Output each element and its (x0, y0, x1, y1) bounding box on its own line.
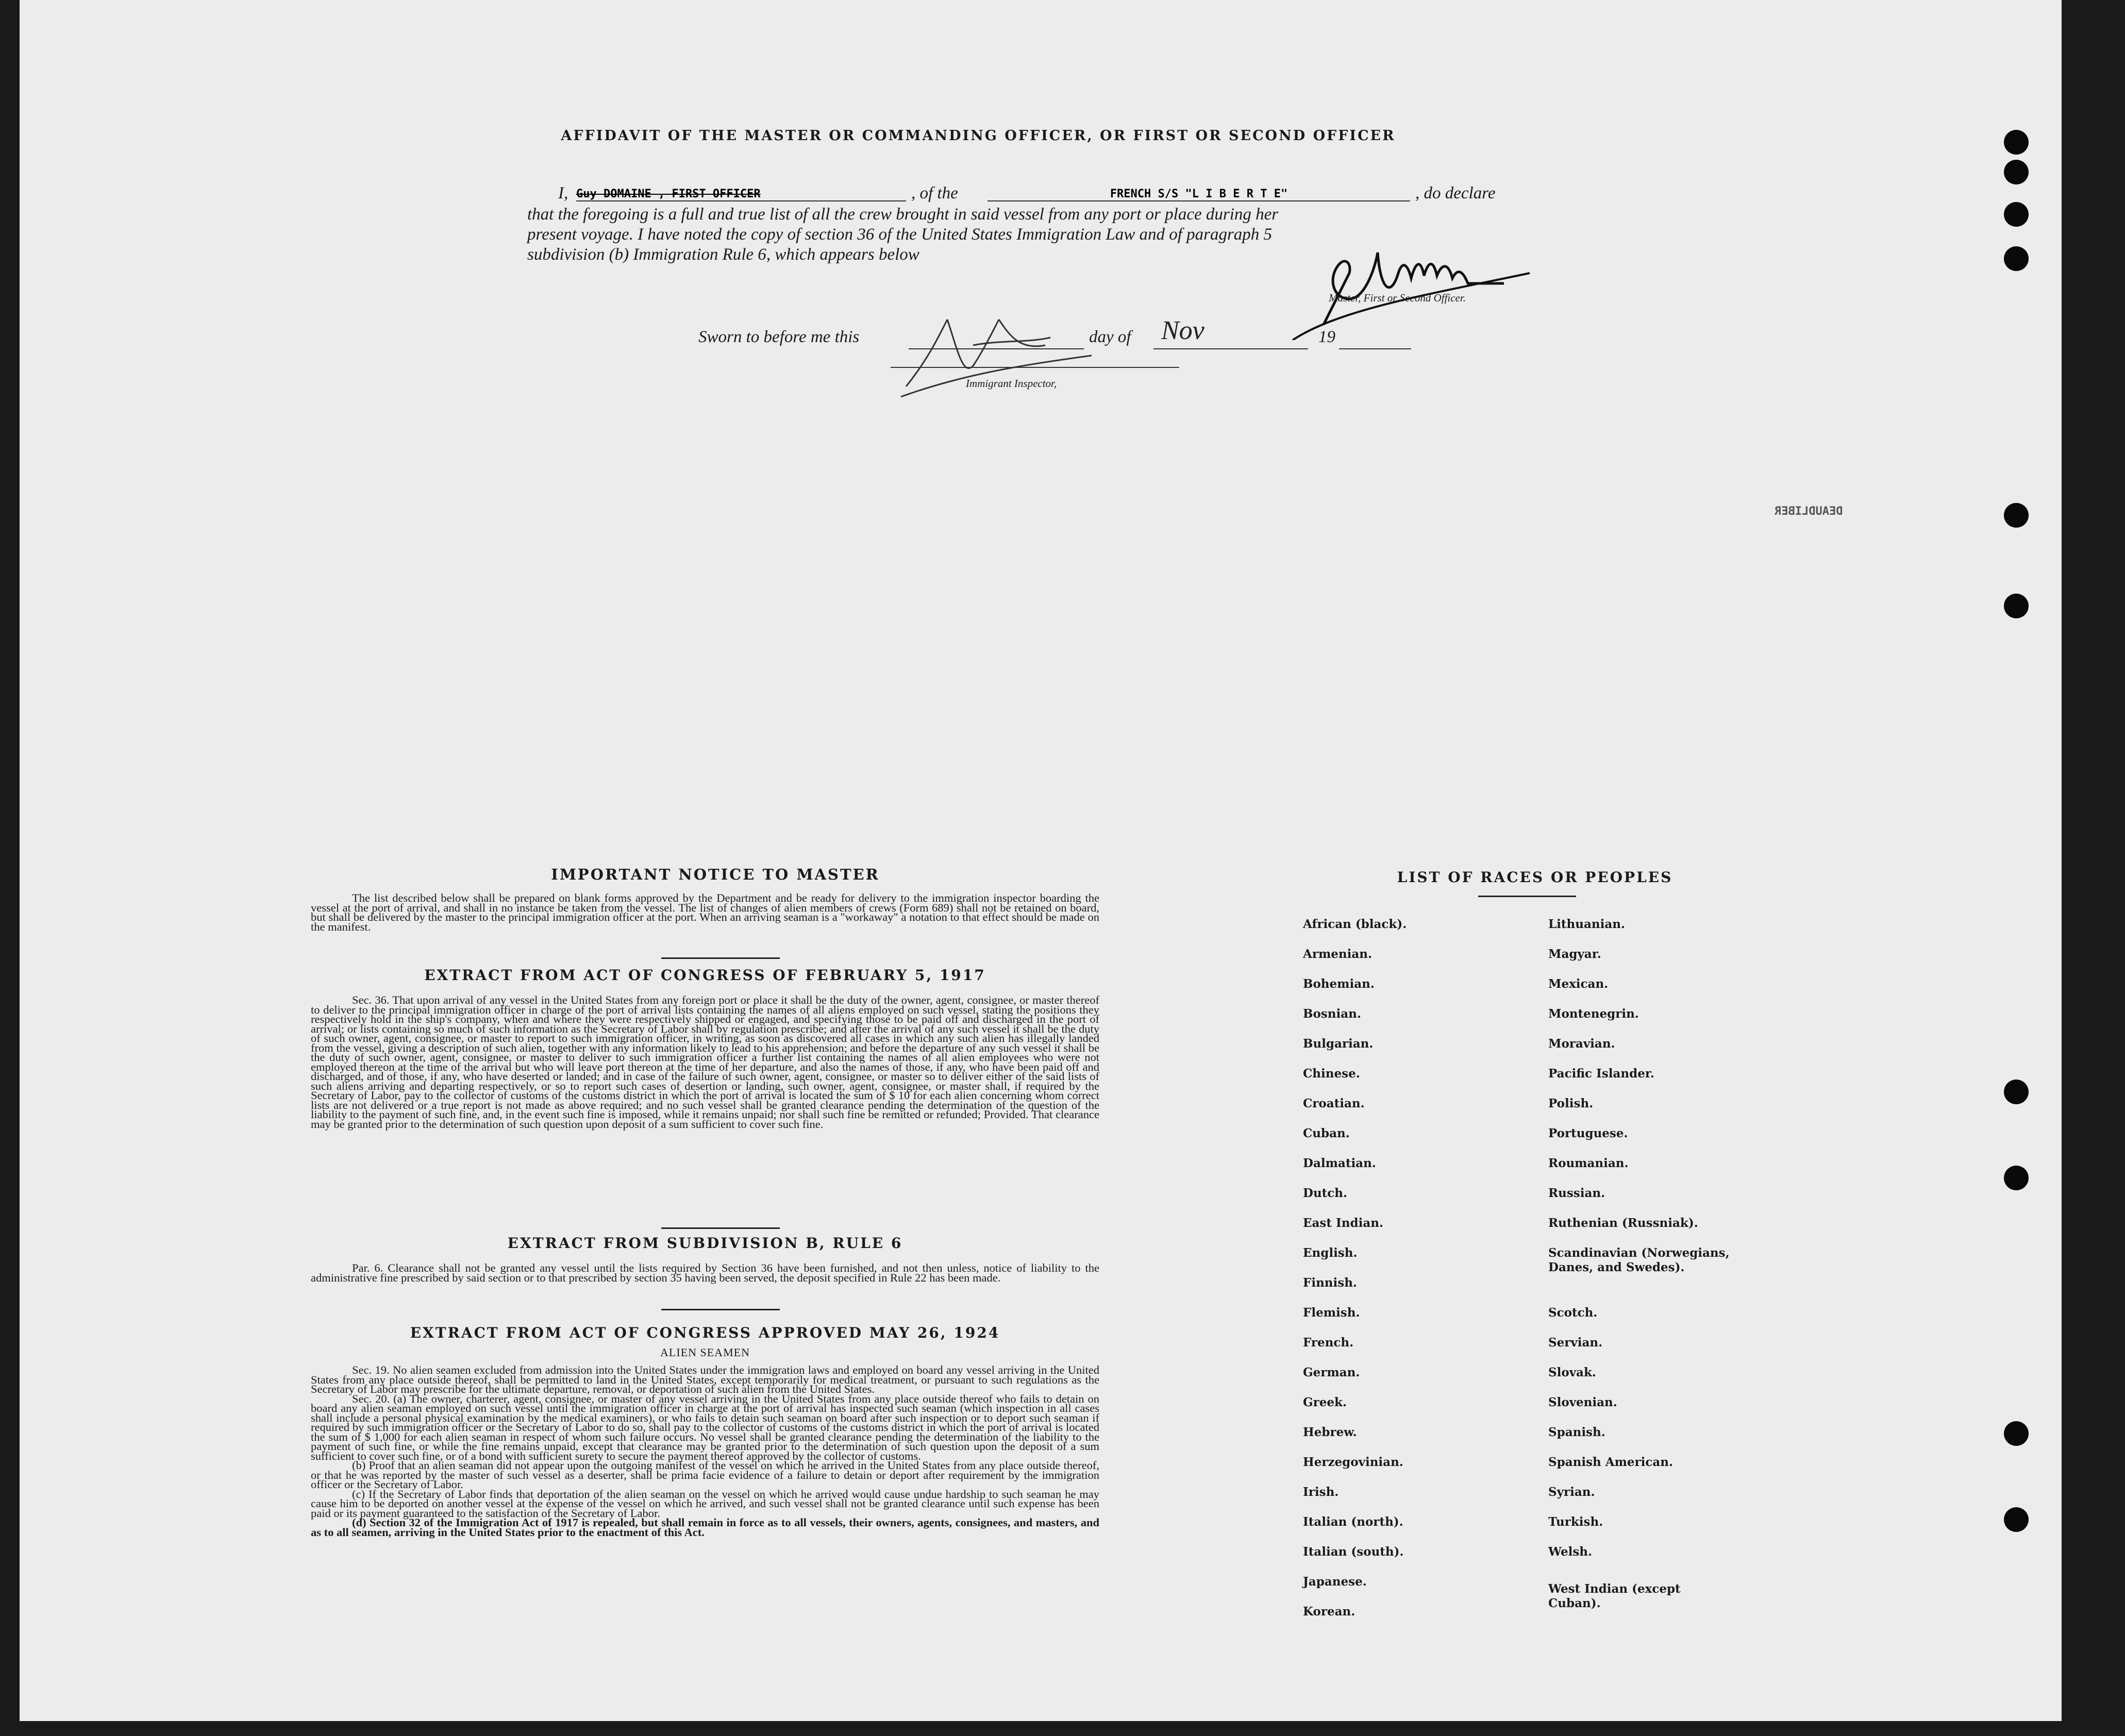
section-20d: (d) Section 32 of the Immigration Act of 1917 is repealed, but shall remain in force as to all vessels, their owners, agents, consignees, and masters, and as to all seamen, arriving in the United States prior to the enactment of this Act. (311, 1516, 1099, 1539)
race-item: Slovenian. (1548, 1395, 1617, 1409)
sworn-text: Sworn to before me this (698, 328, 860, 346)
race-item: Italian (north). (1303, 1515, 1403, 1529)
affidavit-title: AFFIDAVIT OF THE MASTER OR COMMANDING OFFICER, OR FIRST OR SECOND OFFICER (561, 128, 1396, 144)
race-item: Flemish. (1303, 1306, 1360, 1320)
race-item: Mexican. (1548, 977, 1609, 991)
of-the-text: , of the (911, 184, 958, 203)
punch-hole (2004, 160, 2029, 184)
year-line (1339, 348, 1411, 349)
race-item: Herzegovinian. (1303, 1455, 1403, 1469)
sworn-month-line (1153, 348, 1308, 349)
race-item: Lithuanian. (1548, 917, 1625, 931)
race-item: Spanish American. (1548, 1455, 1674, 1469)
races-title: LIST OF RACES OR PEOPLES (1397, 869, 1673, 886)
race-item: Magyar. (1548, 947, 1601, 961)
divider (1478, 896, 1576, 897)
punch-hole (2004, 594, 2029, 618)
race-item: Spanish. (1548, 1425, 1605, 1439)
punch-hole (2004, 130, 2029, 155)
punch-hole (2004, 202, 2029, 227)
race-item: Bulgarian. (1303, 1037, 1374, 1051)
race-item: Greek. (1303, 1395, 1347, 1409)
race-item: Japanese. (1303, 1575, 1367, 1589)
race-item: Korean. (1303, 1605, 1356, 1619)
extract-1924-title: EXTRACT FROM ACT OF CONGRESS APPROVED MAY 26, 1924 (410, 1324, 1000, 1341)
race-item: Servian. (1548, 1336, 1603, 1350)
race-item: German. (1303, 1366, 1360, 1379)
notice-body: The list described below shall be prepared on blank forms approved by the Department and be ready for delivery to the immigration inspector boarding the vessel at the port of arrival, and shall in no instance be taken from the vessel. The list of changes of alien members of crews (Form 689) shall not be retained on board, but shall be delivered by the master to the principal immigration officer at the port. When an arriving seaman is a "workaway" a notation to that effect should be made on the manifest. (311, 891, 1099, 933)
race-item: Bosnian. (1303, 1007, 1361, 1021)
year-prefix: 19 (1318, 328, 1335, 346)
inspector-caption: Immigrant Inspector, (966, 377, 1057, 390)
extract-1917-body: Sec. 36. That upon arrival of any vessel in the United States from any foreign port or place it shall be the duty of the owner, agent, consignee, or master thereof to deliver to the principal immigration officer in charge of the port of arrival lists containing the names of all aliens employed on such vessel, stating the positions they respectively hold in the ship's company, when and where they were respectively shipped or engaged, and specifying those to be paid off and discharged in the port of arrival; or lists containing so much of such information as the Secretary of Labor shall by regulation prescribe; and after the arrival of any such vessel it shall be the duty of such owner, agent, consignee, or master to report to such immigration officer, in writing, as soon as discovered all cases in which any such alien has illegally landed from the vessel, giving a description of such alien, together with any information likely to lead to his apprehension; and before the departure of any such vessel it shall be the duty of such owner, agent, consignee, or master to deliver to such immigration officer a further list containing the names of all alien employees who were not employed thereon at the time of the arrival but who will leave port thereon at the time of her departure, and also the names of those, if any, who have been paid off and discharged, and of those, if any, who have deserted or landed; and in case of the failure of such owner, agent, consignee, or master so to deliver either of the said lists of such aliens arriving and departing respectively, or so to report such cases of desertion or landing, such owner, agent, consignee, or master shall, if required by the Secretary of Labor, pay to the collector of customs of the customs district in which the port of arrival is located the sum of $ 10 for each alien concerning whom correct lists are not delivered or a true report is not made as above required; and no such vessel shall be granted clearance pending the determination of the question of the liability to the payment of such fine, and, in the event such fine is imposed, while it remains unpaid; nor shall such fine be remitted or refunded; Provided. That clearance may be granted prior to the determination of such question upon deposit of a sum sufficient to cover such fine. (311, 993, 1099, 1131)
margin-stamp: DEAUDLIBER (1775, 505, 1843, 518)
race-item: Cuban. (1303, 1126, 1350, 1140)
declaration-line-2: that the foregoing is a full and true list of all the crew brought in said vessel from any port or place during her (527, 205, 1279, 224)
do-declare-text: , do declare (1415, 184, 1496, 203)
race-item: Ruthenian (Russniak). (1548, 1216, 1698, 1230)
race-item: Welsh. (1548, 1545, 1593, 1559)
day-of-text: day of (1089, 328, 1131, 346)
extract-rule6-title: EXTRACT FROM SUBDIVISION B, RULE 6 (507, 1235, 903, 1252)
officer-name-field: Guy DOMAINE , FIRST OFFICER (576, 188, 906, 201)
race-item: Hebrew. (1303, 1425, 1357, 1439)
section-20b: (b) Proof that an alien seaman did not appear upon the outgoing manifest of the vessel on which he arrived in the United States from any place outside thereof, or that he was reported by the master of such vessel as a deserter, shall be prima facie evidence of a failure to detain or deport after requirement by the immigration officer or the Secretary of Labor. (311, 1459, 1099, 1491)
punch-hole (2004, 246, 2029, 271)
race-item: Moravian. (1548, 1037, 1615, 1051)
race-item: Syrian. (1548, 1485, 1595, 1499)
punch-hole (2004, 503, 2029, 528)
race-item: Dalmatian. (1303, 1156, 1376, 1170)
race-item: Italian (south). (1303, 1545, 1404, 1559)
extract-1917-title: EXTRACT FROM ACT OF CONGRESS OF FEBRUARY 5, 1917 (424, 967, 986, 984)
race-item: Russian. (1548, 1186, 1605, 1200)
section-20a: Sec. 20. (a) The owner, charterer, agent, consignee, or master of any vessel arriving in the United States from any place outside thereof who fails to detain on board any alien seaman employed on such vessel until the immigration officer in charge at the port of arrival has inspected such seaman (which inspection in all cases shall include a personal physical examination by the medical examiners), or who fails to detain such seaman on board after such inspection or to deport such seaman if required by such immigration officer or the Secretary of Labor to do so, shall pay to the collector of customs of the customs district in which the port of arrival is located the sum of $ 1,000 for each alien seaman in respect of whom such failure occurs. No vessel shall be granted clearance pending the determination of the liability to the payment of such fine, or while the fine remains unpaid, except that clearance may be granted prior to the determination of such question upon the deposit of a sum sufficient to cover such fine, or of a bond with sufficient surety to secure the payment thereof approved by the collector of customs. (311, 1392, 1099, 1462)
race-item: East Indian. (1303, 1216, 1383, 1230)
race-item: West Indian (except Cuban). (1548, 1582, 1681, 1610)
race-item: Portuguese. (1548, 1126, 1628, 1140)
race-item: Polish. (1548, 1097, 1594, 1110)
race-item: Turkish. (1548, 1515, 1603, 1529)
punch-hole (2004, 1421, 2029, 1446)
race-item: Pacific Islander. (1548, 1067, 1654, 1081)
document-sheet (20, 0, 2062, 1721)
declaration-line-4: subdivision (b) Immigration Rule 6, which appears below (527, 245, 919, 264)
race-item: French. (1303, 1336, 1354, 1350)
punch-hole (2004, 1166, 2029, 1190)
race-item: Irish. (1303, 1485, 1339, 1499)
signer-caption: Master, First or Second Officer. (1329, 292, 1466, 304)
race-item: Scotch. (1548, 1306, 1598, 1320)
officer-signature (1287, 227, 1576, 340)
race-item: Roumanian. (1548, 1156, 1629, 1170)
race-item: Bohemian. (1303, 977, 1375, 991)
race-item: Montenegrin. (1548, 1007, 1639, 1021)
inspector-line (891, 367, 1179, 368)
divider (661, 1309, 780, 1310)
race-item: Finnish. (1303, 1276, 1357, 1290)
extract-1924-paragraphs (311, 1363, 1099, 1539)
race-item: Scandinavian (Norwegians, Danes, and Swedes). (1548, 1246, 1730, 1274)
race-item: Chinese. (1303, 1067, 1360, 1081)
race-item: Armenian. (1303, 947, 1373, 961)
divider (661, 1227, 780, 1229)
race-item: Dutch. (1303, 1186, 1348, 1200)
race-item: Croatian. (1303, 1097, 1365, 1110)
vessel-name-field: FRENCH S/S "L I B E R T E" (988, 188, 1410, 201)
notice-title: IMPORTANT NOTICE TO MASTER (551, 866, 880, 883)
section-19: Sec. 19. No alien seamen excluded from admission into the United States under the immigration laws and employed on board any vessel arriving in the United States from any place outside thereof, shall be permitted to land in the United States, except temporarily for medical treatment, or pursuant to such regulations as the Secretary of Labor may prescribe for the ultimate departure, removal, or deportation of such alien from the United States. (311, 1363, 1099, 1395)
section-20c: (c) If the Secretary of Labor finds that deportation of the alien seaman on the vessel on which he arrived would cause undue hardship to such seaman he may cause him to be deported on another vessel at the expense of the vessel on which he arrived, and such vessel shall not be granted clearance until such expense has been paid or its payment guaranteed to the satisfaction of the Secretary of Labor. (311, 1487, 1099, 1520)
race-item: English. (1303, 1246, 1358, 1260)
month-handwritten: Nov (1161, 316, 1204, 345)
punch-hole (2004, 1080, 2029, 1104)
divider (661, 957, 780, 959)
declaration-line-3: present voyage. I have noted the copy of section 36 of the United States Immigration Law and of paragraph 5 (527, 225, 1273, 244)
punch-hole (2004, 1507, 2029, 1532)
extract-1924-subtitle: ALIEN SEAMEN (660, 1346, 750, 1359)
race-item: Slovak. (1548, 1366, 1596, 1379)
race-item: African (black). (1303, 917, 1407, 931)
extract-rule6-body: Par. 6. Clearance shall not be granted any vessel until the lists required by Section 36 have been furnished, and not then unless, notice of liability to the administrative fine prescribed by said section or to that prescribed by section 35 having been served, the deposit specified in Rule 22 has been made. (311, 1261, 1099, 1284)
declare-i: I, (558, 184, 568, 203)
